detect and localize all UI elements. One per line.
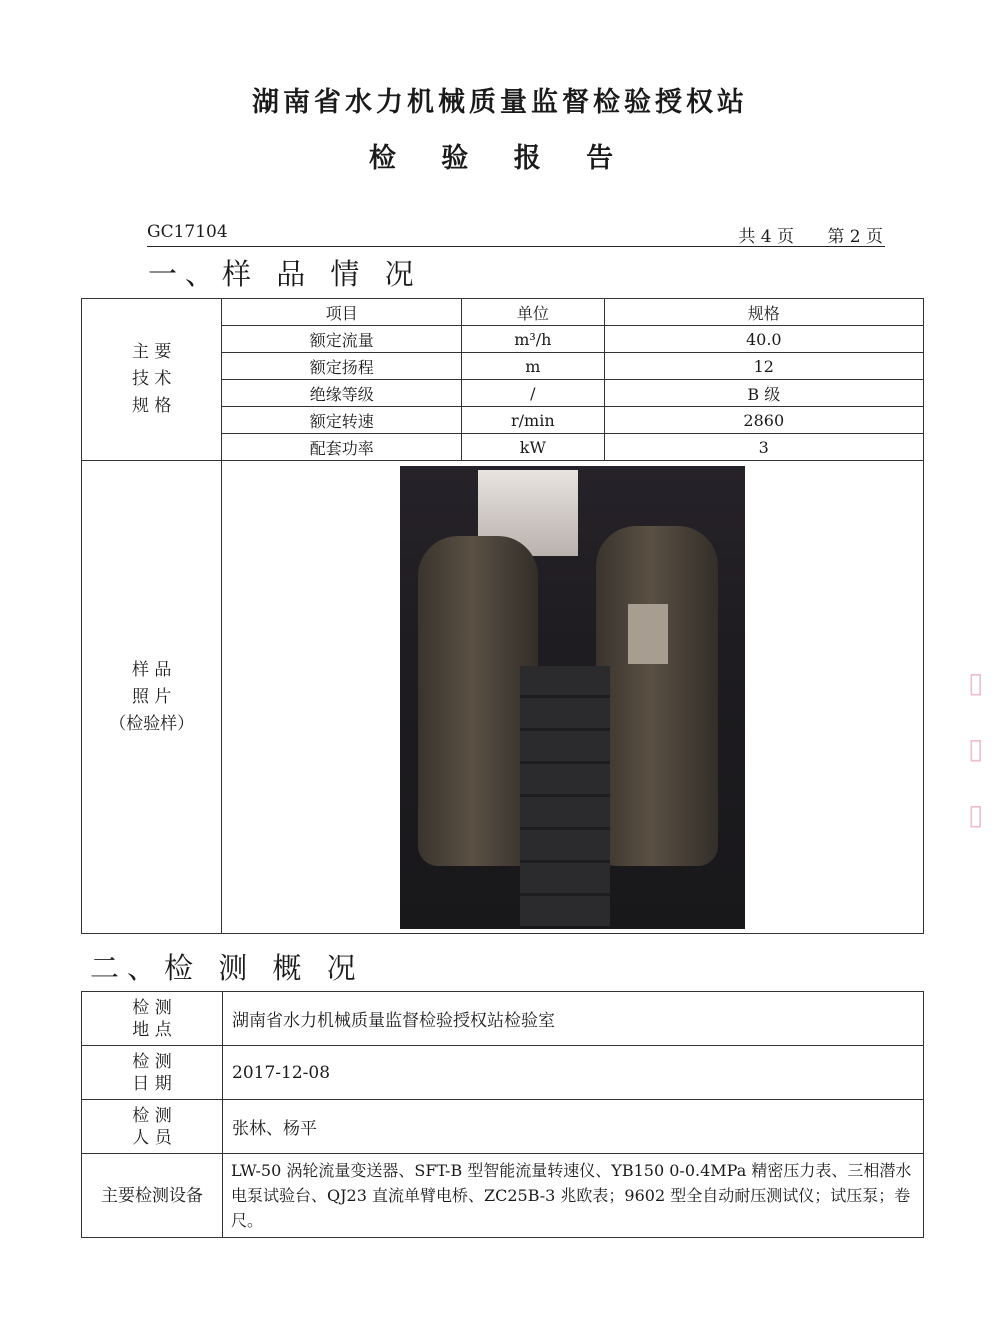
test-location-value: 湖南省水力机械质量监督检验授权站检验室 xyxy=(223,992,924,1046)
table-row xyxy=(82,1154,924,1238)
spec-value: 40.0 xyxy=(604,326,923,353)
table-row xyxy=(82,1100,924,1154)
floor-tiles xyxy=(520,666,610,926)
spec-unit: m xyxy=(462,353,604,380)
testing-table xyxy=(81,991,924,1238)
spec-item: 额定扬程 xyxy=(222,353,462,380)
page-indicator xyxy=(734,222,883,247)
report-reference-line xyxy=(147,222,885,247)
test-date-value: 2017-12-08 xyxy=(223,1046,924,1100)
table-row xyxy=(82,992,924,1046)
test-equipment-value: LW-50 涡轮流量变送器、SFT-B 型智能流量转速仪、YB150 0-0.4MPa 精密压力表、三相潜水电泵试验台、QJ23 直流单臂电桥、ZC25B-3 兆欧表；9602 型全自动耐压测试仪；试压泵；卷尺。 xyxy=(223,1154,924,1238)
table-header-row xyxy=(82,299,924,326)
column-header-unit: 单位 xyxy=(462,299,604,326)
page-current: 第 2 页 xyxy=(827,227,883,247)
spec-item: 绝缘等级 xyxy=(222,380,462,407)
doc-title: 检 验 报 告 xyxy=(368,143,632,174)
report-code: GC17104 xyxy=(147,222,228,242)
page-total: 共 4 页 xyxy=(738,227,794,247)
spec-unit: m³/h xyxy=(462,326,604,353)
spec-unit: r/min xyxy=(462,407,604,434)
photo-cell xyxy=(222,461,924,934)
spec-value: 3 xyxy=(604,434,923,461)
column-header-spec: 规格 xyxy=(604,299,923,326)
test-location-label: 检 测 地 点 xyxy=(82,992,223,1046)
org-title: 湖南省水力机械质量监督检验授权站 xyxy=(252,87,748,118)
spec-value: 12 xyxy=(604,353,923,380)
column-header-item: 项目 xyxy=(222,299,462,326)
seal-stamp-fragment: ▯ ▯ ▯ xyxy=(968,666,984,831)
photo-label: 样 品 照 片 （检验样） xyxy=(82,461,222,934)
sample-table xyxy=(81,298,924,934)
spec-item: 额定转速 xyxy=(222,407,462,434)
test-personnel-value: 张林、杨平 xyxy=(223,1100,924,1154)
spec-value: B 级 xyxy=(604,380,923,407)
test-equipment-label: 主要检测设备 xyxy=(82,1154,223,1238)
table-row xyxy=(82,1046,924,1100)
sample-tag xyxy=(628,604,668,664)
section-heading-sample: 一、样 品 情 况 xyxy=(148,257,422,291)
test-personnel-label: 检 测 人 员 xyxy=(82,1100,223,1154)
pump-right xyxy=(596,526,718,866)
sample-photo xyxy=(400,466,745,929)
spec-unit: / xyxy=(462,380,604,407)
spec-item: 配套功率 xyxy=(222,434,462,461)
spec-unit: kW xyxy=(462,434,604,461)
spec-value: 2860 xyxy=(604,407,923,434)
test-date-label: 检 测 日 期 xyxy=(82,1046,223,1100)
spec-group-label: 主 要 技 术 规 格 xyxy=(82,299,222,461)
spec-item: 额定流量 xyxy=(222,326,462,353)
section-heading-testing: 二、检 测 概 况 xyxy=(90,951,364,985)
